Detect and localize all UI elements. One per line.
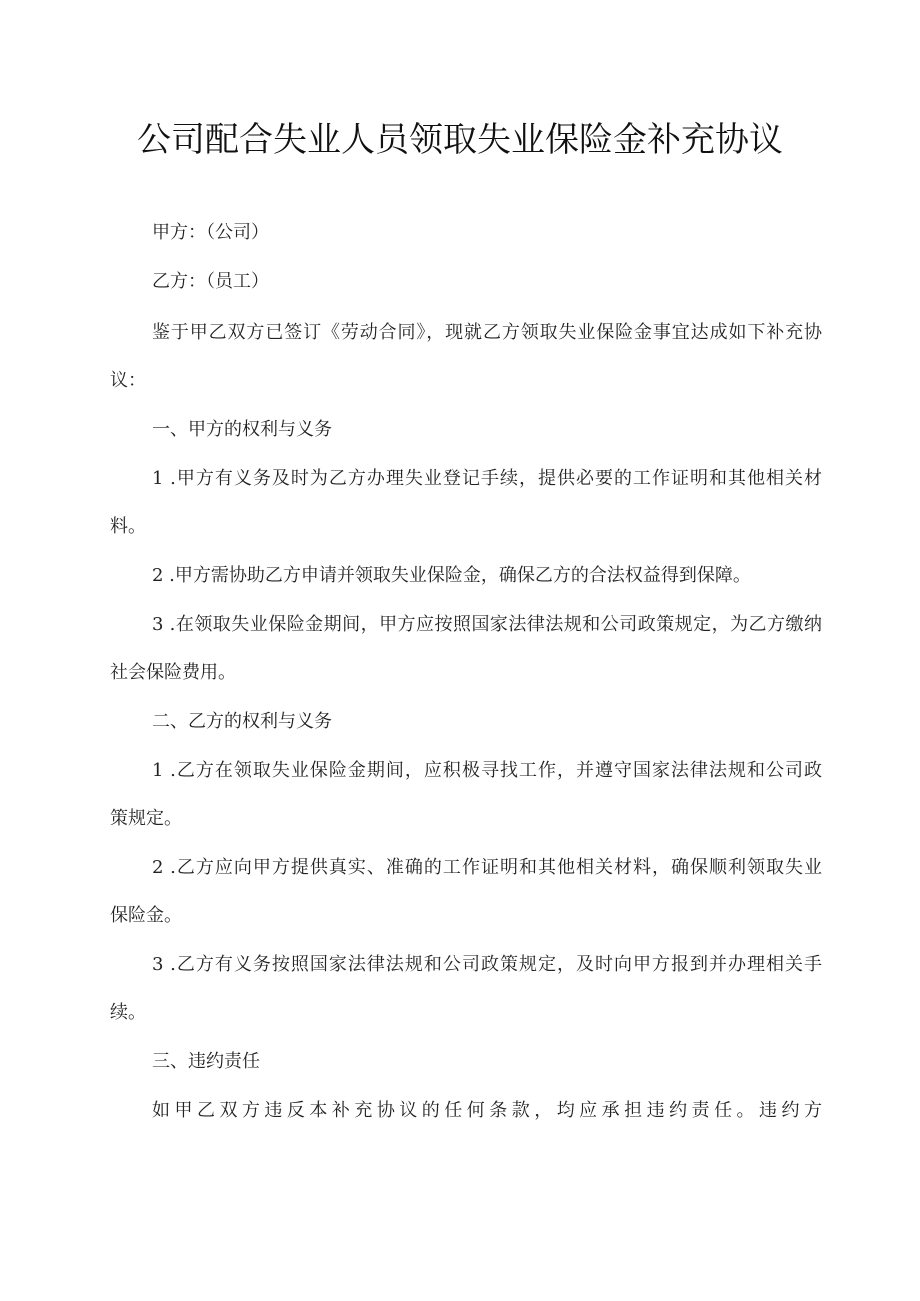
party-b-line: 乙方：（员工） bbox=[152, 271, 269, 292]
party-a-line: 甲方：（公司） bbox=[152, 222, 269, 243]
section-2-item-1-line-1: 1 .乙方在领取失业保险金期间，应积极寻找工作，并遵守国家法律法规和公司政 bbox=[152, 760, 822, 781]
section-2-item-2-line-1: 2 .乙方应向甲方提供真实、准确的工作证明和其他相关材料，确保顺利领取失业 bbox=[152, 857, 822, 878]
section-1-item-1-line-1: 1 .甲方有义务及时为乙方办理失业登记手续，提供必要的工作证明和其他相关材 bbox=[152, 468, 822, 489]
section-1-heading: 一、甲方的权利与义务 bbox=[152, 419, 332, 440]
section-1-item-2-line-1: 2 .甲方需协助乙方申请并领取失业保险金，确保乙方的合法权益得到保障。 bbox=[152, 565, 751, 586]
document-title: 公司配合失业人员领取失业保险金补充协议 bbox=[137, 120, 783, 160]
section-3-paragraph-line-1: 如甲乙双方违反本补充协议的任何条款，均应承担违约责任。违约方 bbox=[152, 1100, 822, 1121]
section-1-item-1-line-2: 料。 bbox=[110, 516, 146, 537]
section-2-item-1-line-2: 策规定。 bbox=[110, 808, 182, 829]
section-2-item-3-line-1: 3 .乙方有义务按照国家法律法规和公司政策规定，及时向甲方报到并办理相关手 bbox=[152, 954, 822, 975]
section-2-item-2-line-2: 保险金。 bbox=[110, 905, 182, 926]
intro-line-2: 议： bbox=[110, 370, 146, 391]
intro-line-1: 鉴于甲乙双方已签订《劳动合同》，现就乙方领取失业保险金事宜达成如下补充协 bbox=[152, 322, 822, 343]
section-2-heading: 二、乙方的权利与义务 bbox=[152, 711, 332, 732]
section-3-heading: 三、违约责任 bbox=[152, 1051, 260, 1072]
section-1-item-3-line-2: 社会保险费用。 bbox=[110, 662, 236, 683]
section-2-item-3-line-2: 续。 bbox=[110, 1002, 146, 1023]
section-1-item-3-line-1: 3 .在领取失业保险金期间，甲方应按照国家法律法规和公司政策规定，为乙方缴纳 bbox=[152, 614, 822, 635]
